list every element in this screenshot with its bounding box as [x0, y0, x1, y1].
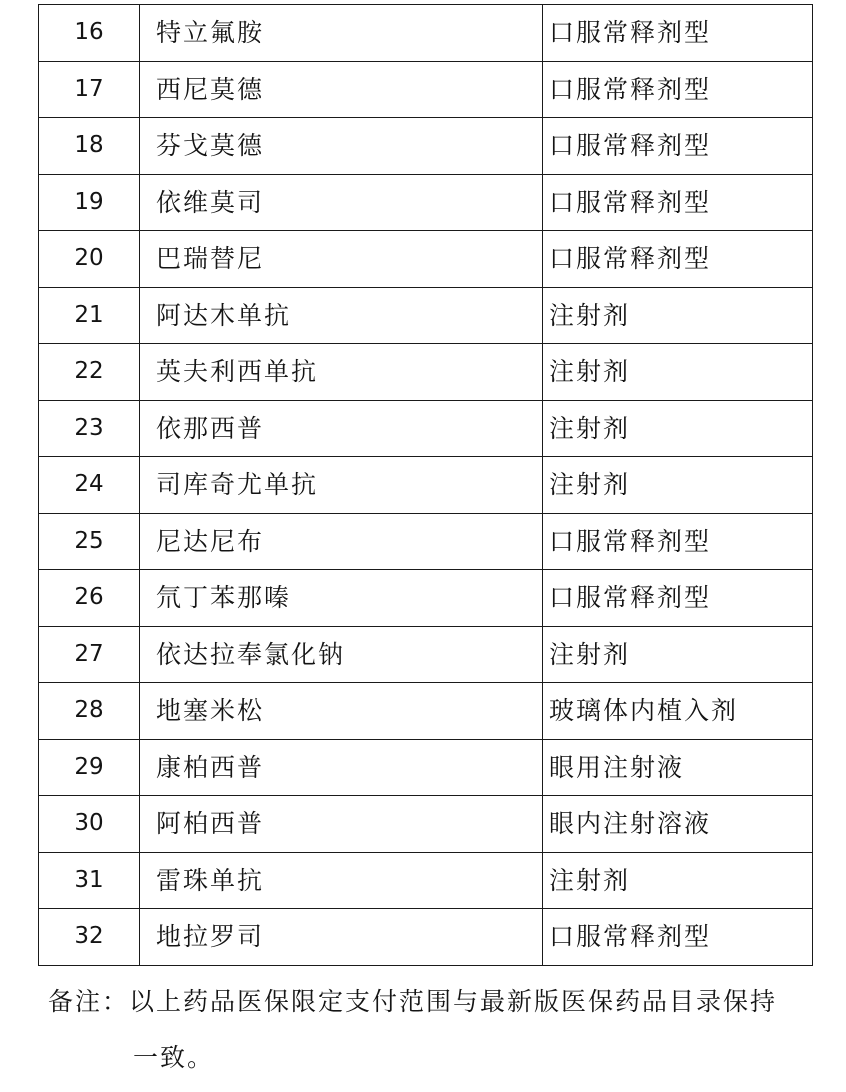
row-number: 17	[39, 61, 140, 118]
row-number: 29	[39, 739, 140, 796]
table-row	[39, 174, 813, 231]
table-row	[39, 287, 813, 344]
dosage-form: 注射剂	[543, 400, 813, 457]
row-number: 25	[39, 513, 140, 570]
drug-table-body	[39, 5, 813, 966]
table-row	[39, 513, 813, 570]
drug-name: 氘丁苯那嗪	[140, 570, 543, 627]
row-number: 24	[39, 457, 140, 514]
drug-name: 阿柏西普	[140, 796, 543, 853]
dosage-form: 玻璃体内植入剂	[543, 683, 813, 740]
dosage-form: 注射剂	[543, 287, 813, 344]
drug-name: 司库奇尤单抗	[140, 457, 543, 514]
table-row	[39, 457, 813, 514]
table-row	[39, 5, 813, 62]
table-row	[39, 909, 813, 966]
table-row	[39, 683, 813, 740]
drug-name: 康柏西普	[140, 739, 543, 796]
row-number: 22	[39, 344, 140, 401]
row-number: 31	[39, 852, 140, 909]
remark-line-1: 备注：以上药品医保限定支付范围与最新版医保药品目录保持	[48, 987, 778, 1016]
drug-name: 英夫利西单抗	[140, 344, 543, 401]
drug-name: 特立氟胺	[140, 5, 543, 62]
table-row	[39, 796, 813, 853]
drug-name: 芬戈莫德	[140, 118, 543, 175]
row-number: 16	[39, 5, 140, 62]
dosage-form: 注射剂	[543, 626, 813, 683]
dosage-form: 注射剂	[543, 852, 813, 909]
table-row	[39, 626, 813, 683]
dosage-form: 口服常释剂型	[543, 61, 813, 118]
dosage-form: 眼内注射溶液	[543, 796, 813, 853]
row-number: 18	[39, 118, 140, 175]
drug-name: 雷珠单抗	[140, 852, 543, 909]
row-number: 26	[39, 570, 140, 627]
row-number: 21	[39, 287, 140, 344]
drug-name: 地拉罗司	[140, 909, 543, 966]
dosage-form: 口服常释剂型	[543, 118, 813, 175]
table-row	[39, 400, 813, 457]
dosage-form: 注射剂	[543, 457, 813, 514]
table-row	[39, 61, 813, 118]
row-number: 28	[39, 683, 140, 740]
table-row	[39, 739, 813, 796]
dosage-form: 口服常释剂型	[543, 5, 813, 62]
dosage-form: 口服常释剂型	[543, 570, 813, 627]
drug-name: 阿达木单抗	[140, 287, 543, 344]
row-number: 32	[39, 909, 140, 966]
row-number: 30	[39, 796, 140, 853]
drug-name: 地塞米松	[140, 683, 543, 740]
remark-line-2: 一致。	[133, 1043, 215, 1072]
row-number: 23	[39, 400, 140, 457]
row-number: 20	[39, 231, 140, 288]
drug-table	[38, 4, 813, 966]
dosage-form: 眼用注射液	[543, 739, 813, 796]
dosage-form: 口服常释剂型	[543, 231, 813, 288]
table-row	[39, 344, 813, 401]
drug-name: 西尼莫德	[140, 61, 543, 118]
drug-name: 依那西普	[140, 400, 543, 457]
dosage-form: 口服常释剂型	[543, 513, 813, 570]
dosage-form: 口服常释剂型	[543, 909, 813, 966]
drug-name: 依达拉奉氯化钠	[140, 626, 543, 683]
row-number: 27	[39, 626, 140, 683]
row-number: 19	[39, 174, 140, 231]
table-row	[39, 570, 813, 627]
table-row	[39, 231, 813, 288]
drug-name: 尼达尼布	[140, 513, 543, 570]
table-row	[39, 852, 813, 909]
drug-name: 依维莫司	[140, 174, 543, 231]
table-row	[39, 118, 813, 175]
drug-name: 巴瑞替尼	[140, 231, 543, 288]
dosage-form: 口服常释剂型	[543, 174, 813, 231]
dosage-form: 注射剂	[543, 344, 813, 401]
